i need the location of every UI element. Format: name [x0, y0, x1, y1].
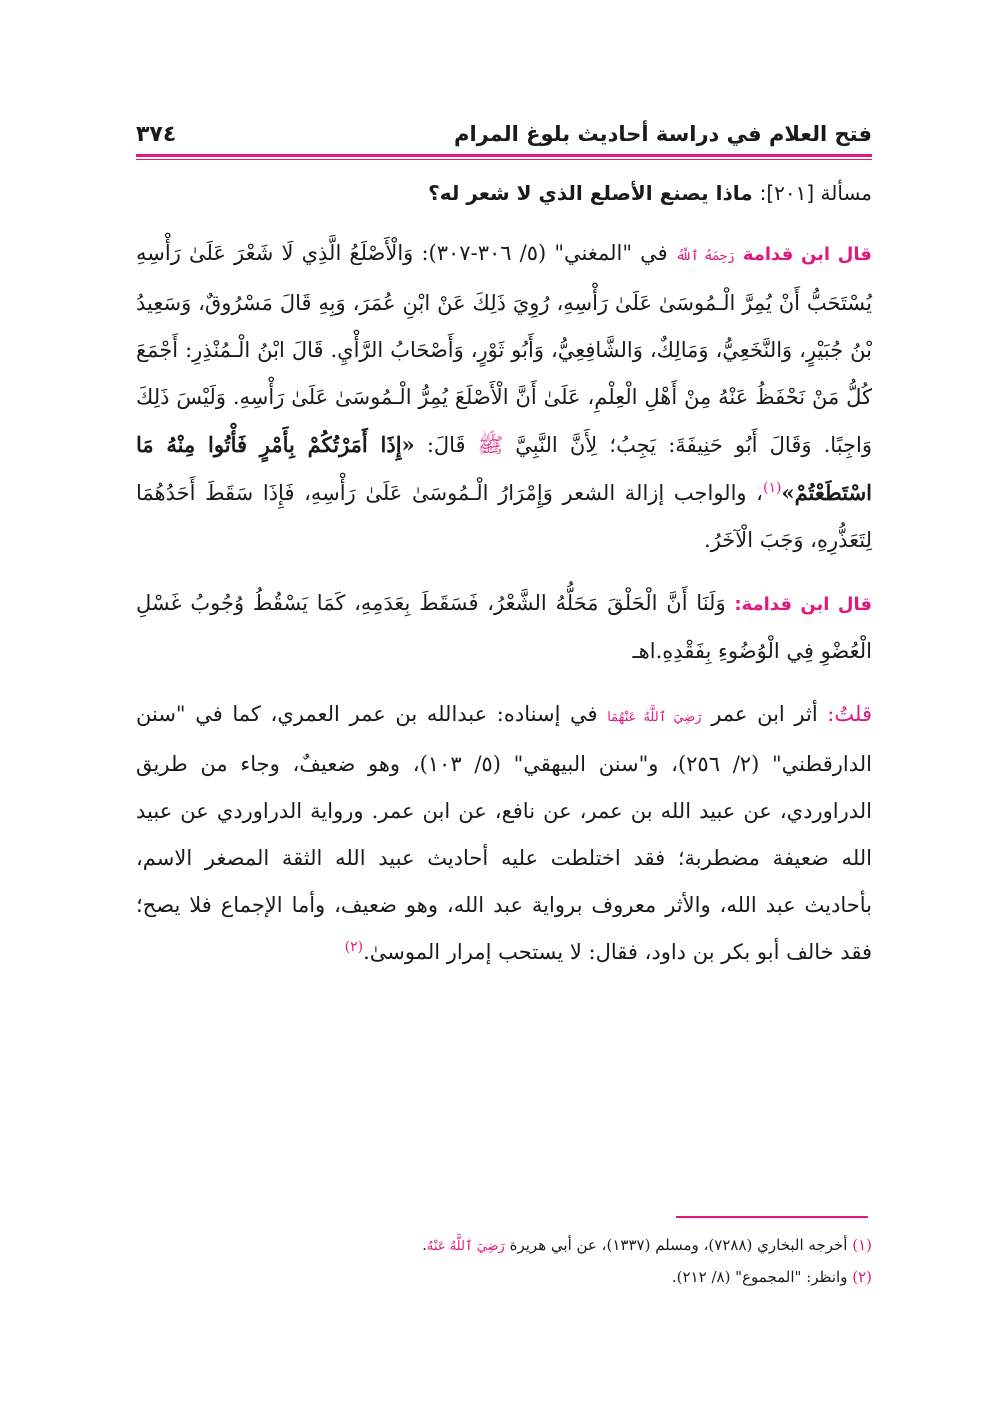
footnote-1	[136, 1230, 872, 1262]
issue-heading	[136, 178, 872, 208]
speaker-author: قلتُ:	[827, 702, 872, 726]
hadith-text: «إِذَا أَمَرْتُكُمْ بِأَمْرٍ فَأْتُوا مِنْهُ مَا اسْتَطَعْتُمْ»	[136, 432, 872, 505]
speaker-ibn-qudama: قال ابن قدامة	[742, 244, 872, 265]
footnote-number: (٢)	[852, 1268, 872, 1286]
salutation-glyph: ﷺ	[477, 433, 504, 457]
reply-text: وَلَنَا أَنَّ الْحَلْقَ مَحَلُّهُ الشَّعْرُ، فَسَقَطَ بِعَدَمِهِ، كَمَا يَسْقُطُ وُجُوبُ غَسْلِ الْعُضْوِ فِي الْوُضُوءِ بِفَقْدِهِ.اهـ	[136, 591, 872, 663]
honorific-glyph-3: رَضِيَ ٱللَّهُ عَنْهُ	[426, 1239, 505, 1254]
running-title: فتح العلام في دراسة أحاديث بلوغ المرام	[454, 122, 872, 146]
page-number: ٣٧٤	[136, 122, 177, 147]
footnote-separator	[676, 1216, 868, 1218]
footnote-text: أخرجه البخاري (٧٢٨٨)، ومسلم (١٣٣٧)، عن أبي هريرة	[509, 1236, 848, 1254]
honorific-glyph-2: رَضِيَ ٱللَّهُ عَنْهُمَا	[607, 710, 702, 725]
header-rule-thin	[136, 159, 872, 160]
comment-text-start: أثر ابن عمر	[711, 702, 818, 726]
paragraph-ibn-qudama	[136, 230, 872, 564]
footnote-text: وانظر: "المجموع" (٨/ ٢١٢).	[671, 1268, 848, 1286]
page-header	[136, 118, 872, 160]
comment-text: في إسناده: عبدالله بن عمر العمري، كما في "سنن الدارقطني" (٢/ ٢٥٦)، و"سنن البيهقي" (٥/ ١٠٣)، وهو ضعيفٌ، وجاء من طريق الدراوردي، عن عبيد الله بن عمر، عن نافع، عن ابن عمر. ورواية الدراوردي عن عبيد الله ضعيفة مضطربة؛ فقد اختلطت عليه أحاديث عبيد الله الثقة المصغر الاسم، بأحاديث عبد الله، والأثر معروف برواية عبد الله، وهو ضعيف، وأما الإجماع فلا يصح؛ فقد خالف أبو بكر بن داود، فقال: لا يستحب إمرار الموسىٰ.	[136, 702, 872, 964]
quote-text-continued: ، والواجب إزالة الشعر وَإِمْرَارُ الْـمُوسَىٰ عَلَىٰ رَأْسِهِ، فَإِذَا سَقَطَ أَحَدُهُمَا لِتَعَذُّرِهِ، وَجَبَ الْآخَرُ.	[136, 481, 872, 552]
source-citation: في "المغني" (٥/ ٣٠٦-٣٠٧):	[421, 241, 668, 265]
footnote-number: (١)	[852, 1236, 872, 1254]
speaker-ibn-qudama-2: قال ابن قدامة:	[734, 594, 872, 615]
quote-text: وَالْأَصْلَعُ الَّذِي لَا شَعْرَ عَلَىٰ رَأْسِهِ يُسْتَحَبُّ أَنْ يُمِرَّ الْـمُوسَىٰ عَلَىٰ رَأْسِهِ، رُوِيَ ذَلِكَ عَنْ ابْنِ عُمَرَ، وَبِهِ قَالَ مَسْرُوقٌ، وَسَعِيدُ بْنُ جُبَيْرٍ، وَالنَّخَعِيُّ، وَمَالِكٌ، وَالشَّافِعِيُّ، وَأَبُو ثَوْرٍ، وَأَصْحَابُ الرَّأْيِ. قَالَ ابْنُ الْـمُنْذِرِ: أَجْمَعَ كُلُّ مَنْ نَحْفَظُ عَنْهُ مِنْ أَهْلِ الْعِلْمِ، عَلَىٰ أَنَّ الْأَصْلَعَ يُمِرُّ الْـمُوسَىٰ عَلَىٰ رَأْسِهِ. وَلَيْسَ ذَلِكَ وَاجِبًا. وَقَالَ أَبُو حَنِيفَةَ: يَجِبُ؛ لِأَنَّ النَّبِيَّ	[136, 241, 873, 457]
issue-number: مسألة [٢٠١]:	[759, 181, 872, 205]
paragraph-ibn-qudama-reply	[136, 580, 872, 675]
footnote-2	[136, 1262, 872, 1292]
footnote-ref-1[interactable]: (١)	[762, 480, 782, 496]
footnote-ref-2[interactable]: (٢)	[344, 939, 364, 955]
main-content	[136, 178, 872, 992]
footnotes	[136, 1230, 872, 1292]
footnote-end: .	[422, 1236, 427, 1254]
honorific-glyph: رَحِمَهُ ٱللَّهُ	[675, 249, 735, 264]
paragraph-author-comment	[136, 691, 872, 976]
quote-text-said: قَالَ:	[426, 433, 466, 457]
issue-question: ماذا يصنع الأصلع الذي لا شعر له؟	[428, 181, 753, 205]
header-rule-thick	[136, 154, 872, 157]
